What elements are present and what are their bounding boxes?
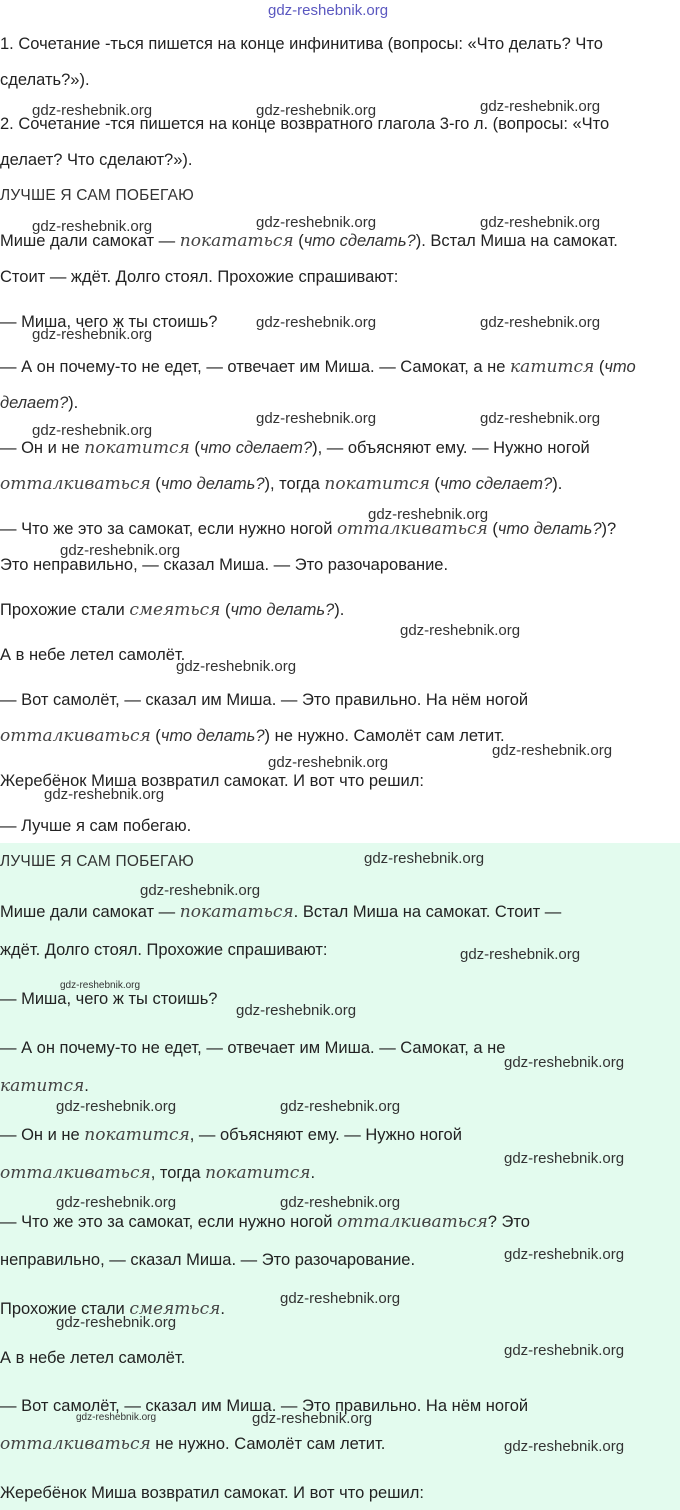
story-line-5: катится. (0, 1076, 89, 1096)
story-line-1: Мише дали самокат — покататься. Встал Миша на самокат. Стоит — (0, 902, 562, 922)
watermark: gdz-reshebnik.org (504, 1438, 625, 1455)
answer-line-15: — Лучше я сам побегаю. (0, 817, 192, 835)
watermark: gdz-reshebnik.org (480, 314, 601, 331)
watermark: gdz-reshebnik.org (44, 786, 165, 803)
watermark: gdz-reshebnik.org (76, 1412, 157, 1423)
watermark: gdz-reshebnik.org (56, 1314, 177, 1331)
story-title: ЛУЧШЕ Я САМ ПОБЕГАЮ (0, 853, 194, 870)
watermark: gdz-reshebnik.org (256, 410, 377, 427)
story-line-11: А в небе летел самолёт. (0, 1349, 186, 1367)
answer-line-7: отталкиваться (что делать?), тогда покатится (что сделает?). (0, 474, 563, 494)
answer-line-10: Прохожие стали смеяться (что делать?). (0, 600, 345, 620)
word-ottalkivatsya: отталкиваться (0, 726, 151, 746)
word-ottalkivatsya: отталкиваться (337, 1212, 488, 1232)
watermark: gdz-reshebnik.org (252, 1410, 373, 1427)
word-ottalkivatsya: отталкиваться (0, 1434, 151, 1454)
word-pokatitsya: покатится (84, 1125, 190, 1145)
answer-line-11: А в небе летел самолёт. (0, 646, 186, 664)
watermark: gdz-reshebnik.org (364, 850, 485, 867)
watermark: gdz-reshebnik.org (480, 214, 601, 231)
answer-line-4: — А он почему-то не едет, — отвечает им Миша. — Самокат, а не катится (что (0, 357, 636, 377)
answer-line-12: — Вот самолёт, — сказал им Миша. — Это правильно. На нём ногой (0, 691, 529, 709)
watermark: gdz-reshebnik.org (492, 742, 613, 759)
watermark: gdz-reshebnik.org (280, 1194, 401, 1211)
answer-line-3: — Миша, чего ж ты стоишь? (0, 313, 218, 331)
watermark: gdz-reshebnik.org (32, 326, 153, 343)
watermark: gdz-reshebnik.org (32, 218, 153, 235)
answer-line-13: отталкиваться (что делать?) не нужно. Самолёт сам летит. (0, 726, 505, 746)
watermark: gdz-reshebnik.org (140, 882, 261, 899)
word-ottalkivatsya: отталкиваться (0, 1163, 151, 1183)
rule-1-line-1: 1. Сочетание -ться пишется на конце инфинитива (вопросы: «Что делать? Что (0, 35, 603, 53)
watermark: gdz-reshebnik.org (176, 658, 297, 675)
watermark: gdz-reshebnik.org (268, 754, 389, 771)
rule-2-line-2: делает? Что сделают?»). (0, 151, 193, 169)
watermark: gdz-reshebnik.org (256, 102, 377, 119)
story-line-6: — Он и не покатится, — объясняют ему. — Нужно ногой (0, 1125, 462, 1145)
word-ottalkivatsya: отталкиваться (0, 474, 151, 494)
watermark: gdz-reshebnik.org (280, 1290, 401, 1307)
watermark: gdz-reshebnik.org (32, 422, 153, 439)
word-smeyatsya: смеяться (129, 600, 221, 620)
answer-line-6: — Он и не покатится (что сделает?), — объясняют ему. — Нужно ногой (0, 438, 590, 458)
watermark: gdz-reshebnik.org (56, 1098, 177, 1115)
watermark: gdz-reshebnik.org (400, 622, 521, 639)
watermark: gdz-reshebnik.org (504, 1246, 625, 1263)
word-ottalkivatsya: отталкиваться (337, 519, 488, 539)
answer-line-8: — Что же это за самокат, если нужно ногой отталкиваться (что делать?)? (0, 519, 617, 539)
watermark: gdz-reshebnik.org (60, 980, 141, 991)
answer-line-14: Жеребёнок Миша возвратил самокат. И вот что решил: (0, 772, 424, 790)
answer-line-1: Мише дали самокат — покататься (что сделать?). Встал Миша на самокат. (0, 231, 618, 251)
word-pokatatsya: покататься (179, 231, 294, 251)
story-line-3: — Миша, чего ж ты стоишь? (0, 990, 218, 1008)
watermark: gdz-reshebnik.org (460, 946, 581, 963)
watermark: gdz-reshebnik.org (60, 542, 181, 559)
story-line-13: отталкиваться не нужно. Самолёт сам летит. (0, 1434, 386, 1454)
watermark: gdz-reshebnik.org (280, 1098, 401, 1115)
answer-line-9: Это неправильно, — сказал Миша. — Это разочарование. (0, 556, 449, 574)
word-katitsya: катится (0, 1076, 85, 1096)
story-line-12: — Вот самолёт, — сказал им Миша. — Это правильно. На нём ногой (0, 1397, 529, 1415)
rule-2-line-1: 2. Сочетание -тся пишется на конце возвратного глагола 3-го л. (вопросы: «Что (0, 115, 610, 133)
watermark: gdz-reshebnik.org (504, 1150, 625, 1167)
watermark: gdz-reshebnik.org (256, 214, 377, 231)
answer-line-5: делает?). (0, 394, 79, 412)
watermark: gdz-reshebnik.org (256, 314, 377, 331)
rule-1-line-2: сделать?»). (0, 71, 90, 89)
watermark: gdz-reshebnik.org (32, 102, 153, 119)
word-katitsya: катится (510, 357, 595, 377)
word-pokatitsya: покатится (324, 474, 430, 494)
story-line-10: Прохожие стали смеяться. (0, 1299, 226, 1319)
watermark-top: gdz-reshebnik.org (268, 2, 389, 19)
word-pokatatsya: покататься (179, 902, 294, 922)
story-line-14: Жеребёнок Миша возвратил самокат. И вот что решил: (0, 1484, 424, 1502)
word-pokatitsya: покатится (205, 1163, 311, 1183)
word-smeyatsya: смеяться (129, 1299, 221, 1319)
watermark: gdz-reshebnik.org (236, 1002, 357, 1019)
watermark: gdz-reshebnik.org (368, 506, 489, 523)
watermark: gdz-reshebnik.org (56, 1194, 177, 1211)
watermark: gdz-reshebnik.org (504, 1054, 625, 1071)
story-line-9: неправильно, — сказал Миша. — Это разочарование. (0, 1251, 416, 1269)
story-line-4: — А он почему-то не едет, — отвечает им Миша. — Самокат, а не (0, 1039, 506, 1057)
answer-line-2: Стоит — ждёт. Долго стоял. Прохожие спрашивают: (0, 268, 399, 286)
story-line-7: отталкиваться, тогда покатится. (0, 1163, 316, 1183)
word-pokatitsya: покатится (84, 438, 190, 458)
answer-title: ЛУЧШЕ Я САМ ПОБЕГАЮ (0, 187, 194, 204)
story-line-2: ждёт. Долго стоял. Прохожие спрашивают: (0, 941, 328, 959)
story-line-8: — Что же это за самокат, если нужно ногой отталкиваться? Это (0, 1212, 530, 1232)
watermark: gdz-reshebnik.org (480, 98, 601, 115)
watermark: gdz-reshebnik.org (504, 1342, 625, 1359)
watermark: gdz-reshebnik.org (480, 410, 601, 427)
